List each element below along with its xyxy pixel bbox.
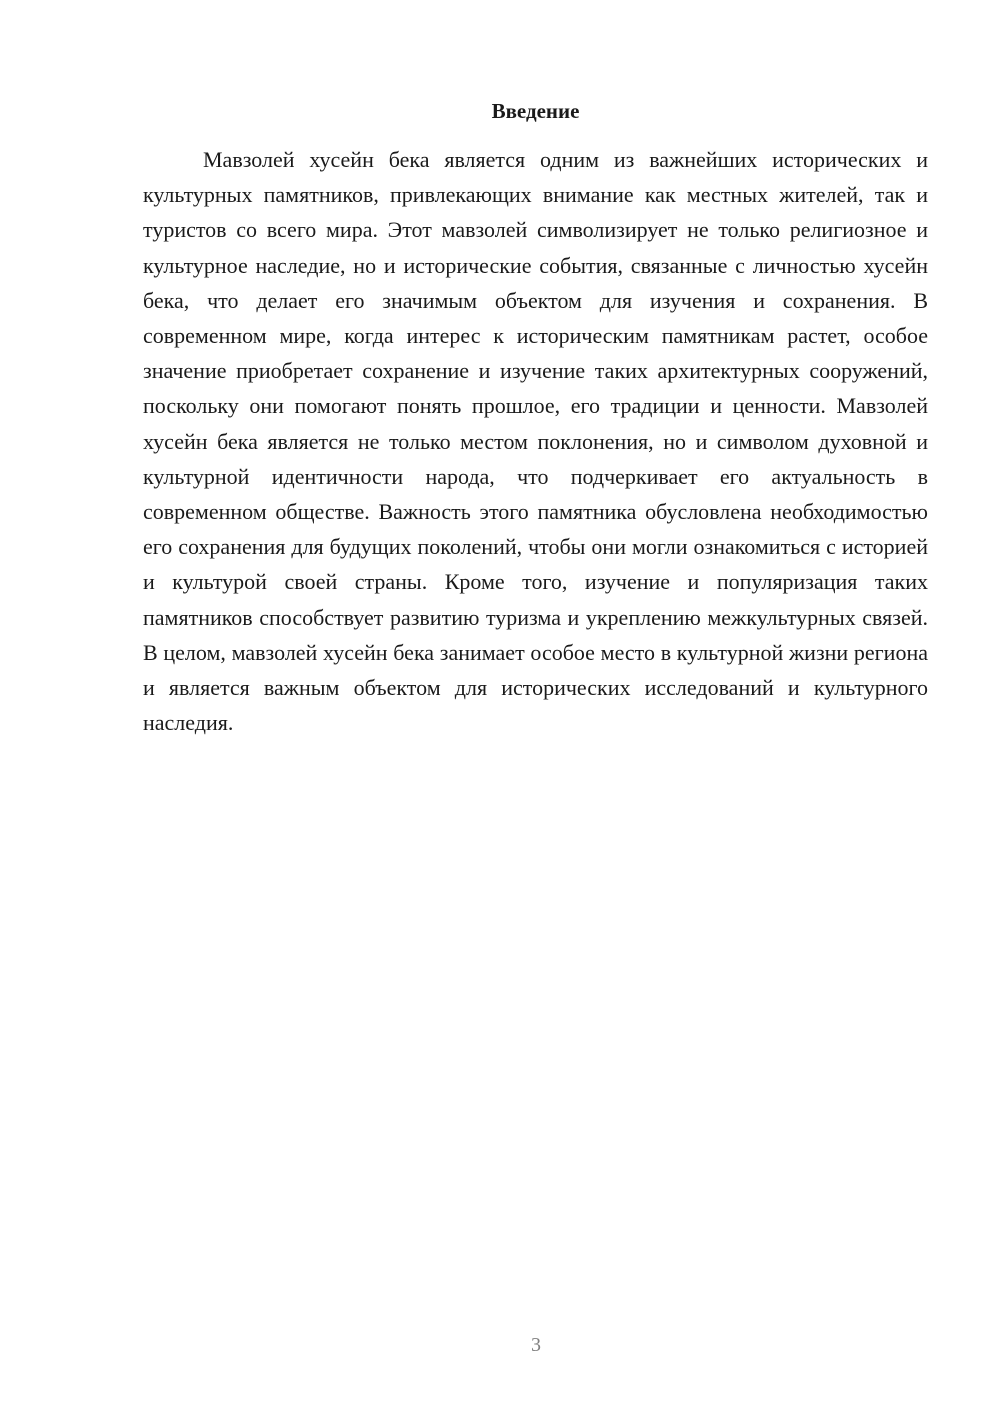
body-paragraph: Мавзолей хусейн бека является одним из важнейших исторических и культурных памятников, привлекающих внимание как местных жителей, так и туристов со всего мира. Этот мавзолей символизирует не только религиозное и культурное наследие, но и исторические события, связанные с личностью хусейн бека, что делает его значимым объектом для изучения и сохранения. В современном мире, когда интерес к историческим памятникам растет, особое значение приобретает сохранение и изучение таких архитектурных сооружений, поскольку они помогают понять прошлое, его традиции и ценности. Мавзолей хусейн бека является не только местом поклонения, но и символом духовной и культурной идентичности народа, что подчеркивает его актуальность в современном обществе. Важность этого памятника обусловлена необходимостью его сохранения для будущих поколений, чтобы они могли ознакомиться с историей и культурой своей страны. Кроме того, изучение и популяризация таких памятников способствует развитию туризма и укреплению межкультурных связей. В целом, мавзолей хусейн бека занимает особое место в культурной жизни региона и является важным объектом для исторических исследований и культурного наследия.	[143, 147, 928, 736]
section-heading: Введение	[491, 99, 580, 123]
page-number: 3	[531, 1334, 541, 1356]
